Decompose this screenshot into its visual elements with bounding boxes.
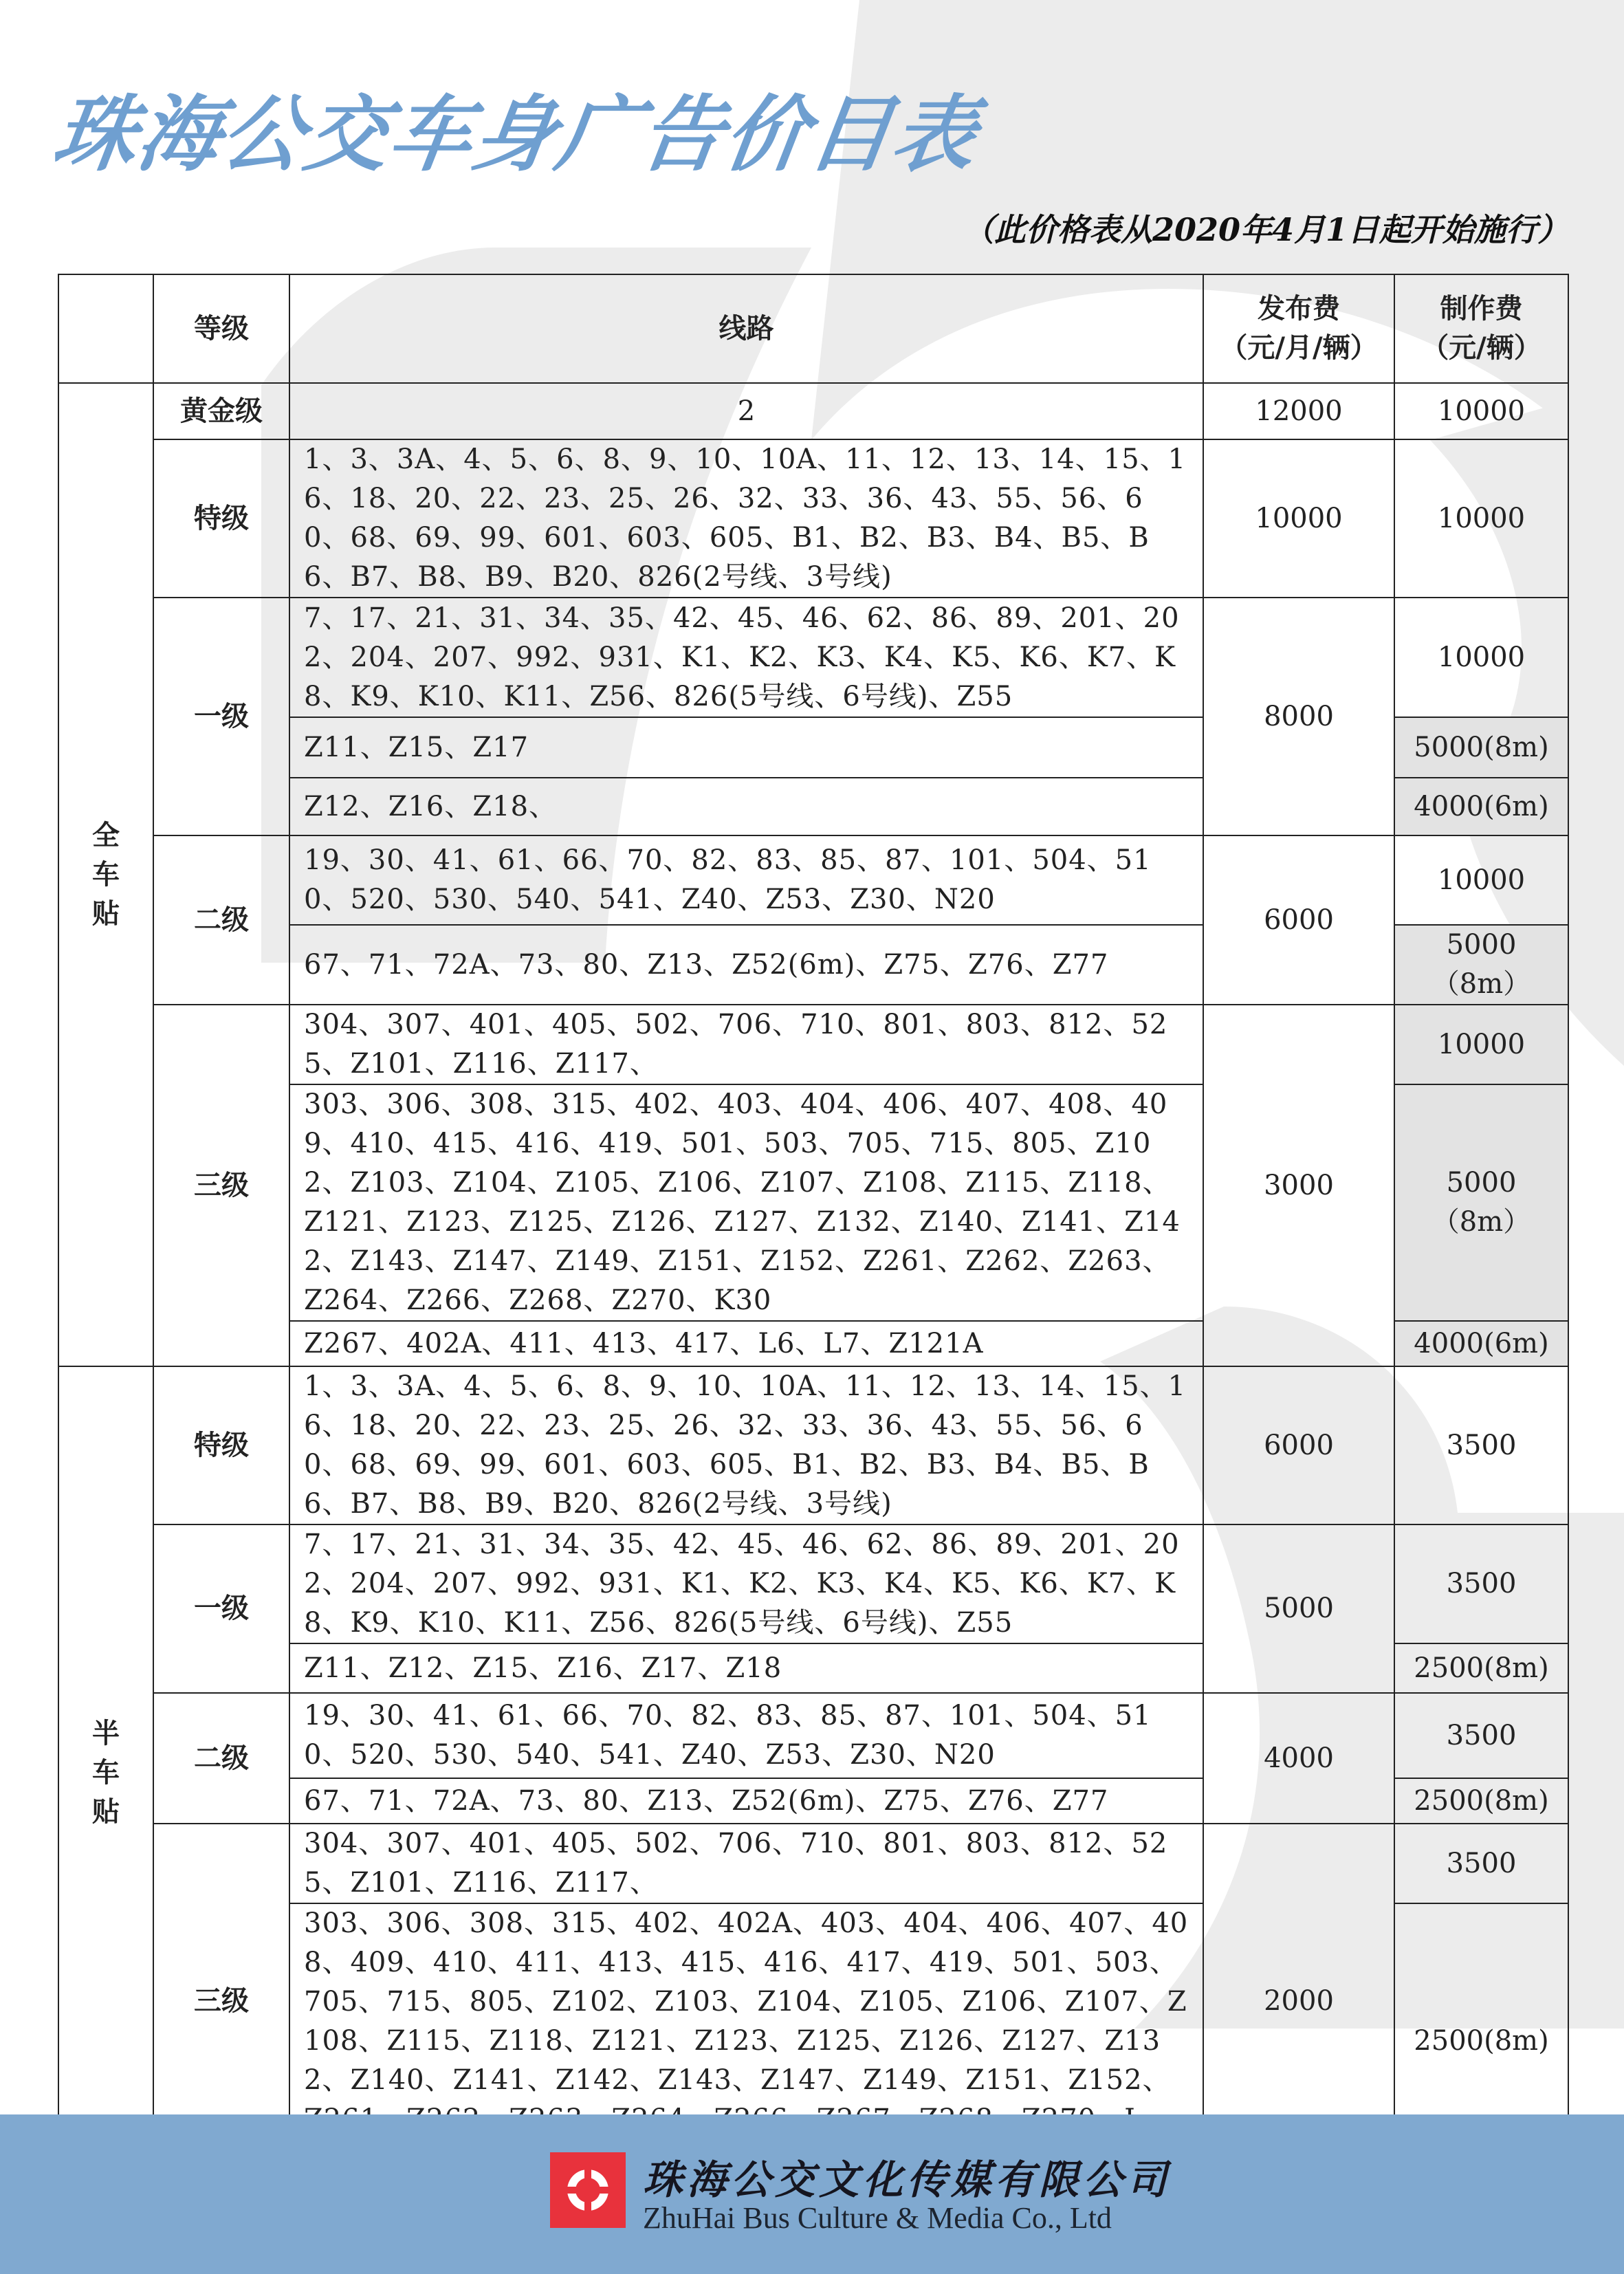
half-make-fee-l3-a: 3500 bbox=[1394, 1824, 1568, 1903]
table-row bbox=[58, 1524, 1568, 1643]
table-row bbox=[58, 1824, 1568, 1903]
category-full-wrap: 全 车 贴 bbox=[58, 383, 153, 1366]
half-make-fee-l3-b: 2500(8m) bbox=[1394, 1903, 1568, 2179]
level-gold: 黄金级 bbox=[153, 383, 289, 439]
make-fee-l2-a: 10000 bbox=[1394, 835, 1568, 925]
half-level-2: 二级 bbox=[153, 1693, 289, 1824]
make-fee-l3-a: 10000 bbox=[1394, 1005, 1568, 1084]
company-name-cn: 珠海公交文化传媒有限公司 bbox=[643, 2156, 1172, 2203]
table-header-row bbox=[58, 274, 1568, 383]
publish-fee-l3: 3000 bbox=[1203, 1005, 1394, 1366]
corner-cell bbox=[58, 274, 153, 383]
table-row bbox=[58, 1366, 1568, 1524]
half-routes-l2-b: 67、71、72A、73、80、Z13、Z52(6m)、Z75、Z76、Z77 bbox=[289, 1778, 1203, 1824]
page-title: 珠海公交车身广告价目表 bbox=[47, 87, 984, 183]
publish-fee-special: 10000 bbox=[1203, 439, 1394, 598]
price-table bbox=[58, 274, 1569, 2180]
make-fee-l1-a: 10000 bbox=[1394, 598, 1568, 717]
make-fee-l1-c: 4000(6m) bbox=[1394, 778, 1568, 835]
category-half-wrap: 半 车 贴 bbox=[58, 1366, 153, 2179]
routes-l2-b: 67、71、72A、73、80、Z13、Z52(6m)、Z75、Z76、Z77 bbox=[289, 925, 1203, 1005]
table-row bbox=[58, 835, 1568, 925]
make-fee-l3-c: 4000(6m) bbox=[1394, 1321, 1568, 1366]
company-name-en: ZhuHai Bus Culture & Media Co., Ltd bbox=[643, 2201, 1112, 2235]
routes-l1-b: Z11、Z15、Z17 bbox=[289, 717, 1203, 778]
publish-fee-l1: 8000 bbox=[1203, 598, 1394, 835]
half-make-fee-l1-b: 2500(8m) bbox=[1394, 1643, 1568, 1693]
half-publish-fee-special: 6000 bbox=[1203, 1366, 1394, 1524]
table-row bbox=[58, 598, 1568, 717]
level-3: 三级 bbox=[153, 1005, 289, 1366]
table-row bbox=[58, 383, 1568, 439]
routes-l3-c: Z267、402A、411、413、417、L6、L7、Z121A bbox=[289, 1321, 1203, 1366]
routes-gold: 2 bbox=[289, 383, 1203, 439]
half-make-fee-l2-b: 2500(8m) bbox=[1394, 1778, 1568, 1824]
make-fee-special: 10000 bbox=[1394, 439, 1568, 598]
make-fee-l1-b: 5000(8m) bbox=[1394, 717, 1568, 778]
header-make-fee: 制作费 （元/辆） bbox=[1394, 274, 1568, 383]
effective-date-note: （此价格表从2020年4月1日起开始施行） bbox=[962, 211, 1569, 248]
half-routes-l3-a: 304、307、401、405、502、706、710、801、803、812、525、Z101、Z116、Z117、 bbox=[289, 1824, 1203, 1903]
level-special: 特级 bbox=[153, 439, 289, 598]
make-fee-l3-b: 5000（8m） bbox=[1394, 1084, 1568, 1321]
make-fee-gold: 10000 bbox=[1394, 383, 1568, 439]
half-routes-l1-a: 7、17、21、31、34、35、42、45、46、62、86、89、201、202、204、207、992、931、K1、K2、K3、K4、K5、K6、K7、K8、K9、K10、K11、Z56、826(5号线、6号线)、Z55 bbox=[289, 1524, 1203, 1643]
half-level-3: 三级 bbox=[153, 1824, 289, 2179]
half-routes-l1-b: Z11、Z12、Z15、Z16、Z17、Z18 bbox=[289, 1643, 1203, 1693]
table-row bbox=[58, 1693, 1568, 1778]
half-routes-special: 1、3、3A、4、5、6、8、9、10、10A、11、12、13、14、15、16、18、20、22、23、25、26、32、33、36、43、55、56、60、68、69、99、601、603、605、B1、B2、B3、B4、B5、B6、B7、B8、B9、B20、826(2号线、3号线) bbox=[289, 1366, 1203, 1524]
table-row bbox=[58, 1005, 1568, 1084]
half-publish-fee-l1: 5000 bbox=[1203, 1524, 1394, 1693]
routes-special: 1、3、3A、4、5、6、8、9、10、10A、11、12、13、14、15、16、18、20、22、23、25、26、32、33、36、43、55、56、60、68、69、99、601、603、605、B1、B2、B3、B4、B5、B6、B7、B8、B9、B20、826(2号线、3号线) bbox=[289, 439, 1203, 598]
make-fee-l2-b: 5000（8m） bbox=[1394, 925, 1568, 1005]
publish-fee-l2: 6000 bbox=[1203, 835, 1394, 1005]
header-level: 等级 bbox=[153, 274, 289, 383]
level-2: 二级 bbox=[153, 835, 289, 1005]
publish-fee-gold: 12000 bbox=[1203, 383, 1394, 439]
routes-l3-b: 303、306、308、315、402、403、404、406、407、408、409、410、415、416、419、501、503、705、715、805、Z102、Z103、Z104、Z105、Z106、Z107、Z108、Z115、Z118、Z121、Z123、Z125、Z126、Z127、Z132、Z140、Z141、Z142、Z143、Z147、Z149、Z151、Z152、Z261、Z262、Z263、Z264、Z266、Z268、Z270、K30 bbox=[289, 1084, 1203, 1321]
footer-bar bbox=[0, 2114, 1624, 2274]
header-publish-fee: 发布费 （元/月/辆） bbox=[1203, 274, 1394, 383]
routes-l1-c: Z12、Z16、Z18、 bbox=[289, 778, 1203, 835]
half-level-1: 一级 bbox=[153, 1524, 289, 1693]
routes-l1-a: 7、17、21、31、34、35、42、45、46、62、86、89、201、202、204、207、992、931、K1、K2、K3、K4、K5、K6、K7、K8、K9、K10、K11、Z56、826(5号线、6号线)、Z55 bbox=[289, 598, 1203, 717]
half-make-fee-l1-a: 3500 bbox=[1394, 1524, 1568, 1643]
header-routes: 线路 bbox=[289, 274, 1203, 383]
half-publish-fee-l3: 2000 bbox=[1203, 1824, 1394, 2179]
half-routes-l3-b: 303、306、308、315、402、402A、403、404、406、407、408、409、410、411、413、415、416、417、419、501、503、705、715、805、Z102、Z103、Z104、Z105、Z106、Z107、Z108、Z115、Z118、Z121、Z123、Z125、Z126、Z127、Z132、Z140、Z141、Z142、Z143、Z147、Z149、Z151、Z152、 bbox=[289, 1903, 1203, 2179]
half-make-fee-l2-a: 3500 bbox=[1394, 1693, 1568, 1778]
routes-l2-a: 19、30、41、61、66、70、82、83、85、87、101、504、510、520、530、540、541、Z40、Z53、Z30、N20 bbox=[289, 835, 1203, 925]
half-level-special: 特级 bbox=[153, 1366, 289, 1524]
company-logo-icon bbox=[550, 2152, 626, 2228]
half-make-fee-special: 3500 bbox=[1394, 1366, 1568, 1524]
half-publish-fee-l2: 4000 bbox=[1203, 1693, 1394, 1824]
half-routes-l2-a: 19、30、41、61、66、70、82、83、85、87、101、504、510、520、530、540、541、Z40、Z53、Z30、N20 bbox=[289, 1693, 1203, 1778]
table-row bbox=[58, 439, 1568, 598]
level-1: 一级 bbox=[153, 598, 289, 835]
routes-l3-a: 304、307、401、405、502、706、710、801、803、812、525、Z101、Z116、Z117、 bbox=[289, 1005, 1203, 1084]
